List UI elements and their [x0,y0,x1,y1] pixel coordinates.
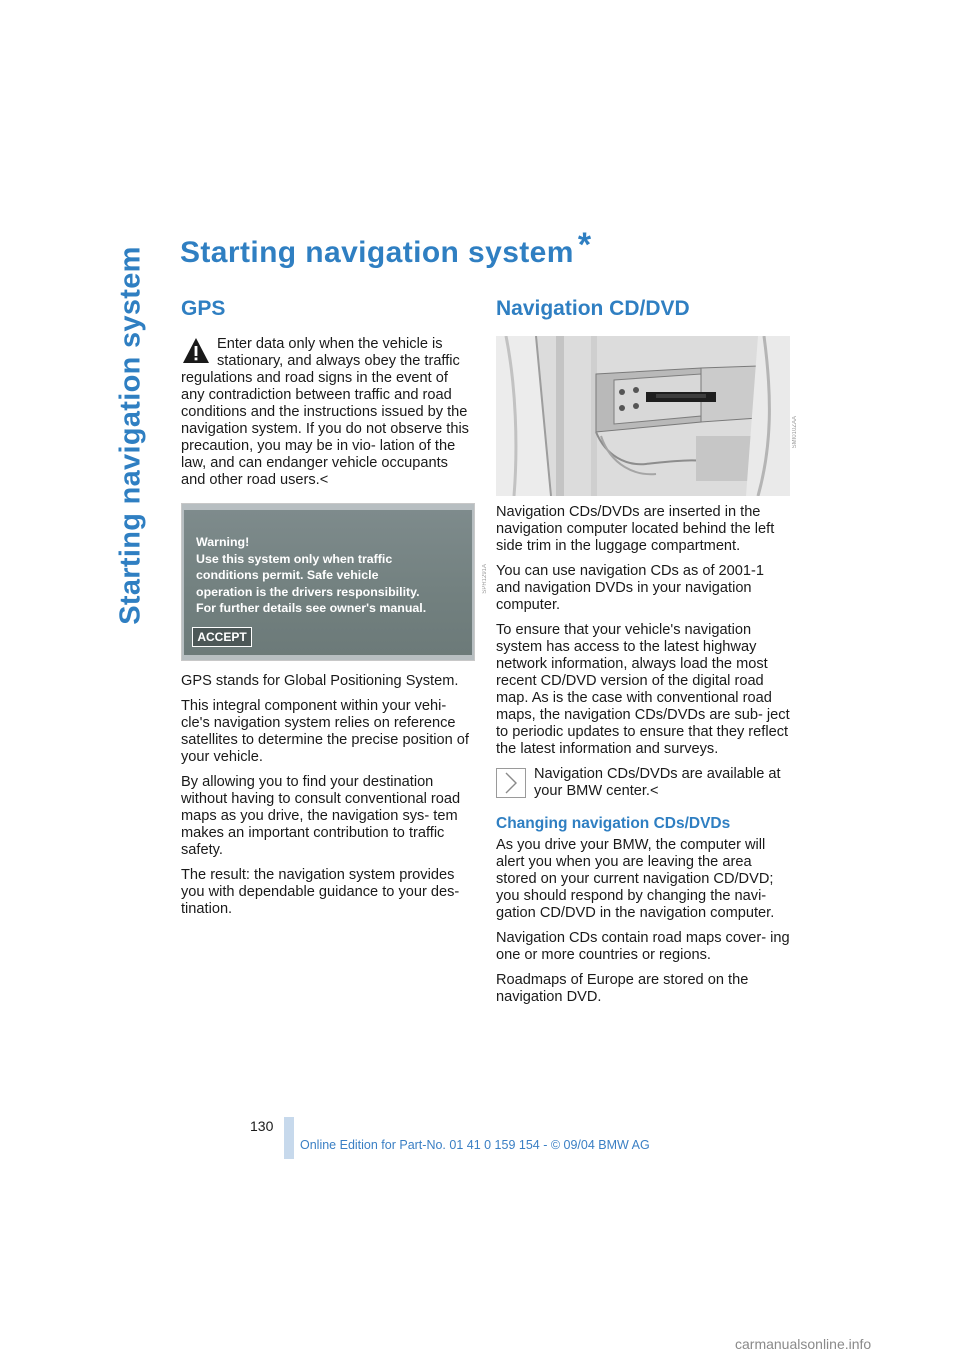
warning-note [181,336,475,489]
screen-line: Warning! [196,535,250,549]
paragraph: Roadmaps of Europe are stored on the navigation DVD. [496,972,749,1005]
page-title [180,226,591,270]
right-column [496,296,798,1014]
screen-line: operation is the drivers responsibility. [196,584,420,599]
nav-cd-heading: Navigation CD/DVD [496,297,690,320]
watermark: carmanualsonline.info [735,1336,872,1352]
footer-bar [284,1117,294,1159]
paragraph: As you drive your BMW, the computer will alert you when you are leaving the area stored on your current navigation CD/DVD; you should respond by changing the navi- gation CD/DVD in the navigation computer. [496,837,775,921]
accept-button: ACCEPT [192,627,252,647]
info-note [496,766,790,800]
warning-triangle-icon [181,336,211,366]
title-asterisk: * [577,226,592,264]
paragraph: To ensure that your vehicle's navigation system has access to the latest highway network information, always load the most recent CD/DVD version of the digital road map. As is the case with conventional road maps, the navigation CDs/DVDs are sub- ject to periodic updates to ensure that they reflect the latest information and surveys. [496,622,790,757]
gps-heading: GPS [181,297,226,320]
page-title-text: Starting navigation system [180,236,574,269]
image-code: SMI010ZAA [792,416,798,449]
nav-computer-illustration [496,336,790,496]
side-tab [108,230,154,640]
screen-display [184,510,472,655]
edition-text: Online Edition for Part-No. 01 41 0 159 154 - © 09/04 BMW AG [300,1138,650,1152]
paragraph: This integral component within your vehi- cle's navigation system relies on reference satellites to determine the precise position of your vehicle. [181,698,469,765]
paragraph: By allowing you to find your destination without having to consult conventional road maps as you drive, the navigation sys- tem makes an important contribution to traffic safety. [181,774,461,858]
left-column [181,296,488,926]
screen-line: Use this system only when traffic [196,551,393,566]
warning-screen-image [181,503,488,661]
info-note-text: Navigation CDs/DVDs are available at your BMW center.< [534,766,781,799]
paragraph: The result: the navigation system provides you with dependable guidance to your des- tination. [181,867,460,917]
screen-line: conditions permit. Safe vehicle [196,568,379,582]
paragraph: Navigation CDs contain road maps cover- ing one or more countries or regions. [496,930,790,963]
paragraph: You can use navigation CDs as of 2001-1 and navigation DVDs in your navigation computer. [496,563,765,613]
arrow-note-icon [496,768,526,798]
changing-cd-heading: Changing navigation CDs/DVDs [496,815,731,832]
nav-computer-photo [496,336,798,496]
side-tab-label: Starting navigation system [114,245,147,625]
paragraph: GPS stands for Global Positioning System. [181,673,459,689]
page-number: 130 [250,1118,274,1134]
paragraph: Navigation CDs/DVDs are inserted in the navigation computer located behind the left side trim in the luggage compartment. [496,504,775,554]
warning-note-text: Enter data only when the vehicle is stationary, and always obey the traffic regulations and road signs in the event of any contradiction between traffic and road conditions and the instructions issued by the navigation system. If you do not observe this precaution, you may be in vio- lation of the law, and can endanger vehicle occupants and other road users.< [181,336,469,488]
screen-line: For further details see owner's manual. [196,601,427,615]
image-code: SPR1291A [482,564,488,594]
